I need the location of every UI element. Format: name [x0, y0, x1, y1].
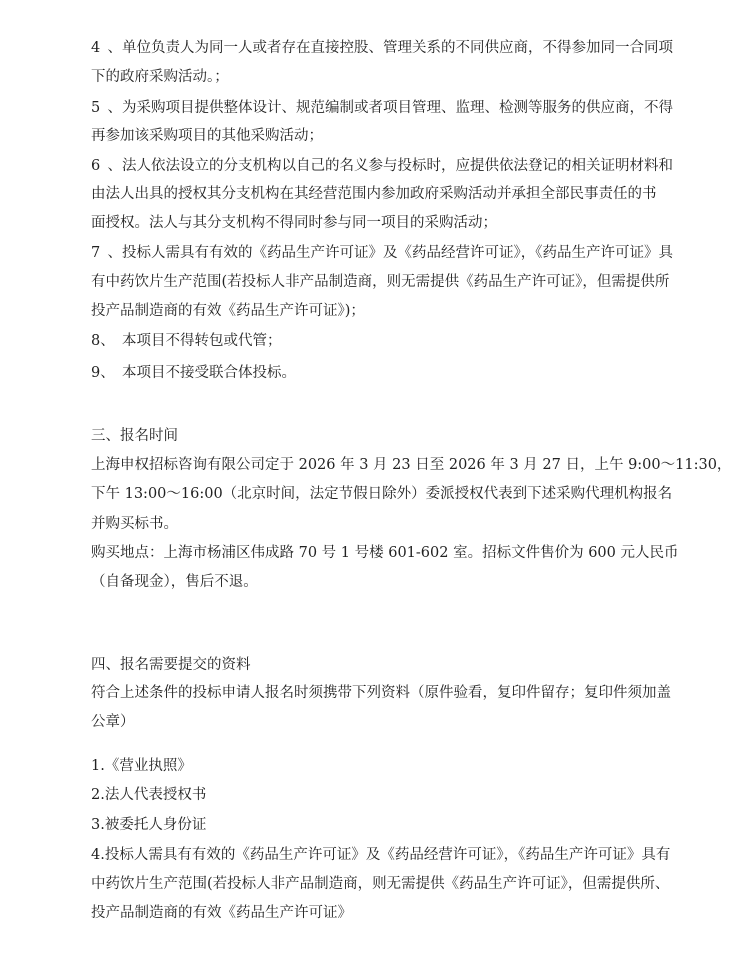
item-number: 6、: [91, 158, 122, 174]
document-list-item-4: 投产品制造商的有效《药品生产许可证》: [91, 905, 352, 921]
document-list-item-4: 中药饮片生产范围(若投标人非产品制造商，则无需提供《药品生产许可证》，但需提供所、: [91, 876, 670, 892]
item-number: 9、: [91, 365, 115, 381]
section-3-heading: 三、报名时间: [91, 428, 178, 444]
item-8: [91, 331, 639, 351]
item-text: 为采购项目提供整体设计、规范编制或者项目管理、监理、检测等服务的供应商，不得: [122, 100, 673, 116]
document-list-item: 1.《营业执照》: [91, 758, 192, 774]
item-6-line-3: 面授权。法人与其分支机构不得同时参与同一项目的采购活动；: [91, 215, 497, 231]
section-4-intro: 公章）: [91, 714, 135, 730]
section-3-line: 购买地点：上海市杨浦区伟成路 70 号 1 号楼 601-602 室。招标文件售价为 600 元人民币: [91, 545, 679, 561]
item-text: 本项目不接受联合体投标。: [122, 365, 296, 381]
item-7-line-2: 有中药饮片生产范围(若投标人非产品制造商，则无需提供《药品生产许可证》，但需提供所: [91, 274, 670, 290]
section-3-line: 下午 13:00～16:00（北京时间，法定节假日除外）委派授权代表到下述采购代理机构报名: [91, 486, 673, 502]
item-7-line-1: [91, 243, 673, 263]
item-5-line-2: 再参加该采购项目的其他采购活动；: [91, 128, 323, 144]
section-4-intro: 符合上述条件的投标申请人报名时须携带下列资料（原件验看，复印件留存；复印件须加盖: [91, 685, 671, 701]
item-text: 单位负责人为同一人或者存在直接控股、管理关系的不同供应商，不得参加同一合同项: [122, 40, 673, 56]
item-number: 5、: [91, 100, 122, 116]
item-7-line-3: 投产品制造商的有效《药品生产许可证》)；: [91, 303, 365, 319]
item-5-line-1: [91, 98, 673, 118]
item-number: 4、: [91, 40, 122, 56]
item-9: [91, 363, 639, 383]
item-4-line-1: [91, 38, 673, 58]
item-6-line-1: [91, 156, 673, 176]
document-list-item-4: 4.投标人需具有有效的《药品生产许可证》及《药品经营许可证》，《药品生产许可证》具有: [91, 847, 671, 863]
item-text: 投标人需具有有效的《药品生产许可证》及《药品经营许可证》，《药品生产许可证》具: [122, 245, 673, 261]
section-4-heading: 四、报名需要提交的资料: [91, 657, 251, 673]
item-text: 本项目不得转包或代管；: [122, 333, 282, 349]
item-number: 7、: [91, 245, 122, 261]
document-list-item: 3.被委托人身份证: [91, 817, 207, 833]
item-number: 8、: [91, 333, 115, 349]
document-list-item: 2.法人代表授权书: [91, 787, 207, 803]
item-4-line-2: 下的政府采购活动。；: [91, 69, 229, 85]
section-3-line: （自备现金），售后不退。: [91, 574, 258, 590]
section-3-line: 并购买标书。: [91, 516, 178, 532]
item-6-line-2: 由法人出具的授权其分支机构在其经营范围内参加政府采购活动并承担全部民事责任的书: [91, 186, 657, 202]
section-3-line: 上海申权招标咨询有限公司定于 2026 年 3 月 23 日至 2026 年 3 月 27 日，上午 9:00～11:30，: [91, 457, 731, 473]
item-text: 法人依法设立的分支机构以自己的名义参与投标时，应提供依法登记的相关证明材料和: [122, 158, 673, 174]
